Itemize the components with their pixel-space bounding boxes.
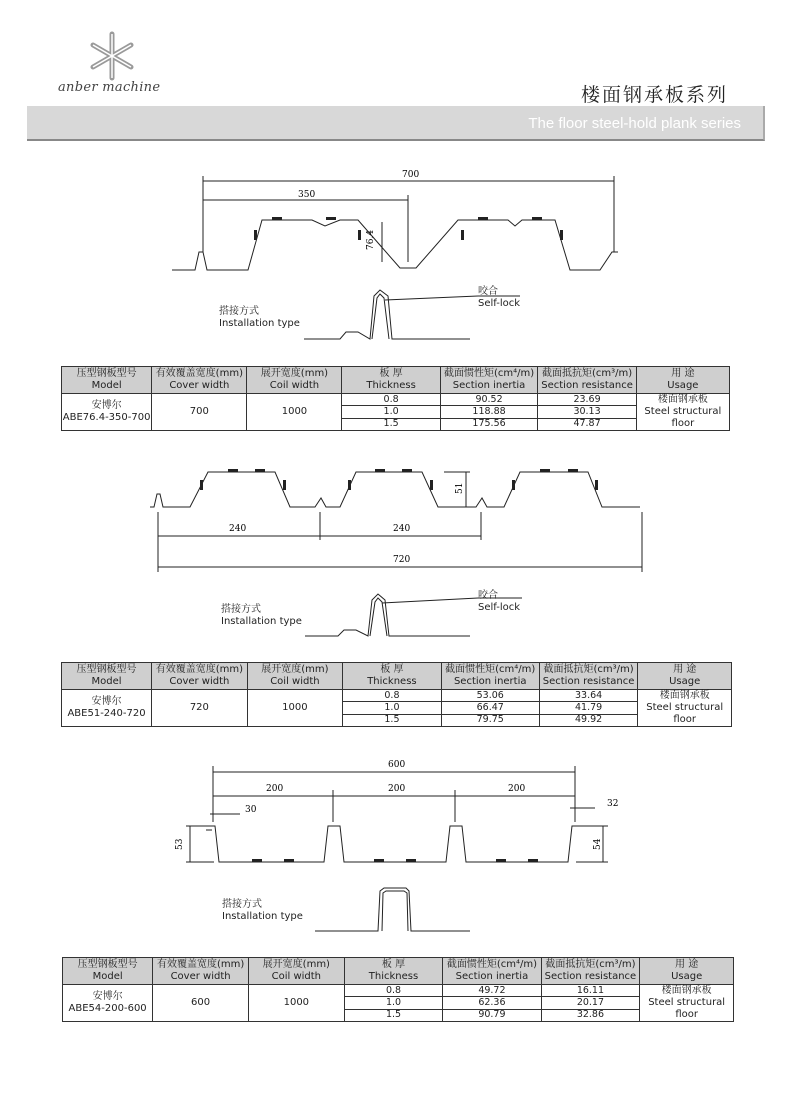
table-cell: 66.47 [441,702,539,714]
profile-drawing-2 [0,455,800,645]
snowflake-logo-icon [86,30,138,82]
coil-cell: 1000 [247,394,342,431]
dim-pitch-1: 350 [298,190,316,200]
dim-total-1: 700 [402,170,420,180]
table-row [63,985,734,997]
page-title: 楼面钢承板系列 [580,84,728,106]
table-cell: 1.0 [343,702,442,714]
table-cell: 118.88 [440,406,538,418]
dim-total-2: 720 [393,555,411,565]
table-cell: 30.13 [538,406,636,418]
dim-height-2: 51 [455,482,465,494]
th-cover: 有效覆盖宽度(mm) Cover width [152,367,247,394]
dim-pitch-a-3: 200 [266,784,284,794]
table-cell: 49.92 [539,714,638,726]
dim-total-3: 600 [388,760,406,770]
spec-table-3 [62,957,734,1022]
dim-height-r-3: 54 [593,838,603,850]
table-cell: 175.56 [440,418,538,430]
table-header-cell: 用 途 Usage [638,663,732,690]
table-header-cell: 压型钢板型号 Model [63,958,153,985]
dim-pitch-c-3: 200 [508,784,526,794]
table-cell: 16.11 [541,985,640,997]
table-cell: 47.87 [538,418,636,430]
table-header-cell: 板 厚 Thickness [344,958,443,985]
model-cell: 安博尔 ABE76.4-350-700 [62,394,152,431]
table-cell: 49.72 [443,985,541,997]
table-header-cell: 用 途 Usage [640,958,734,985]
th-usage: 用 途 Usage [636,367,729,394]
table-cell: 0.8 [343,690,442,702]
install-type-label-3: 搭接方式 Installation type [222,899,303,922]
model-cell: 安博尔 ABE54-200-600 [63,985,153,1022]
series-banner [27,106,765,141]
profile-drawing-3 [0,755,800,945]
dim-pitch-b-2: 240 [393,524,411,534]
table-row [62,394,730,406]
table-cell: 53.06 [441,690,539,702]
table-header-cell: 展开宽度(mm) Coil width [247,663,343,690]
table-header-cell: 展开宽度(mm) Coil width [248,958,344,985]
table-row [62,690,732,702]
dim-flange-l-3: 30 [245,805,257,815]
table-cell: 79.75 [441,714,539,726]
table-cell: 0.8 [344,985,443,997]
table-cell: 1.5 [343,714,442,726]
table-cell: 20.17 [541,997,640,1009]
table-cell: 90.79 [443,1009,541,1021]
table-header-cell: 截面惯性矩(cm⁴/m) Section inertia [443,958,541,985]
dim-height-1: 76.4 [366,229,376,250]
spec-table-2 [61,662,732,727]
th-coil: 展开宽度(mm) Coil width [247,367,342,394]
cover-cell: 720 [152,690,248,727]
model-cell: 安博尔 ABE51-240-720 [62,690,152,727]
table-cell: 32.86 [541,1009,640,1021]
th-inertia: 截面惯性矩(cm⁴/m) Section inertia [440,367,538,394]
self-lock-label-2: 咬合 Self-lock [478,590,521,613]
usage-cell: 楼面钢承板 Steel structural floor [636,394,729,431]
coil-cell: 1000 [247,690,343,727]
table-header-cell: 有效覆盖宽度(mm) Cover width [152,663,248,690]
usage-cell: 楼面钢承板 Steel structural floor [640,985,734,1022]
table-header-cell: 有效覆盖宽度(mm) Cover width [153,958,249,985]
table-header-cell: 截面惯性矩(cm⁴/m) Section inertia [441,663,539,690]
spec-table-1 [61,366,730,431]
table-header-cell: 板 厚 Thickness [343,663,442,690]
table-cell: 1.0 [342,406,440,418]
table-header-cell: 截面抵抗矩(cm³/m) Section resistance [541,958,640,985]
th-resistance: 截面抵抗矩(cm³/m) Section resistance [538,367,636,394]
coil-cell: 1000 [248,985,344,1022]
dim-pitch-b-3: 200 [388,784,406,794]
dim-pitch-a-2: 240 [229,524,247,534]
table-cell: 1.5 [344,1009,443,1021]
install-type-label-1: 搭接方式 Installation type [219,306,300,329]
table-cell: 0.8 [342,394,440,406]
table-cell: 90.52 [440,394,538,406]
table-cell: 41.79 [539,702,638,714]
table-cell: 1.5 [342,418,440,430]
th-thickness: 板 厚 Thickness [342,367,440,394]
table-header-cell: 压型钢板型号 Model [62,663,152,690]
self-lock-label-1: 咬合 Self-lock [478,286,521,309]
table-header-cell: 截面抵抗矩(cm³/m) Section resistance [539,663,638,690]
table-cell: 1.0 [344,997,443,1009]
th-model: 压型钢板型号 Model [62,367,152,394]
table-cell: 23.69 [538,394,636,406]
table-cell: 62.36 [443,997,541,1009]
profile-drawing-1 [0,160,800,350]
cover-cell: 600 [153,985,249,1022]
dim-flange-r-3: 32 [607,799,619,809]
banner-title: The floor steel-hold plank series [528,115,741,132]
logo-text: anber machine [58,80,161,95]
dim-height-l-3: 53 [175,838,185,850]
usage-cell: 楼面钢承板 Steel structural floor [638,690,732,727]
install-type-label-2: 搭接方式 Installation type [221,604,302,627]
cover-cell: 700 [152,394,247,431]
table-cell: 33.64 [539,690,638,702]
